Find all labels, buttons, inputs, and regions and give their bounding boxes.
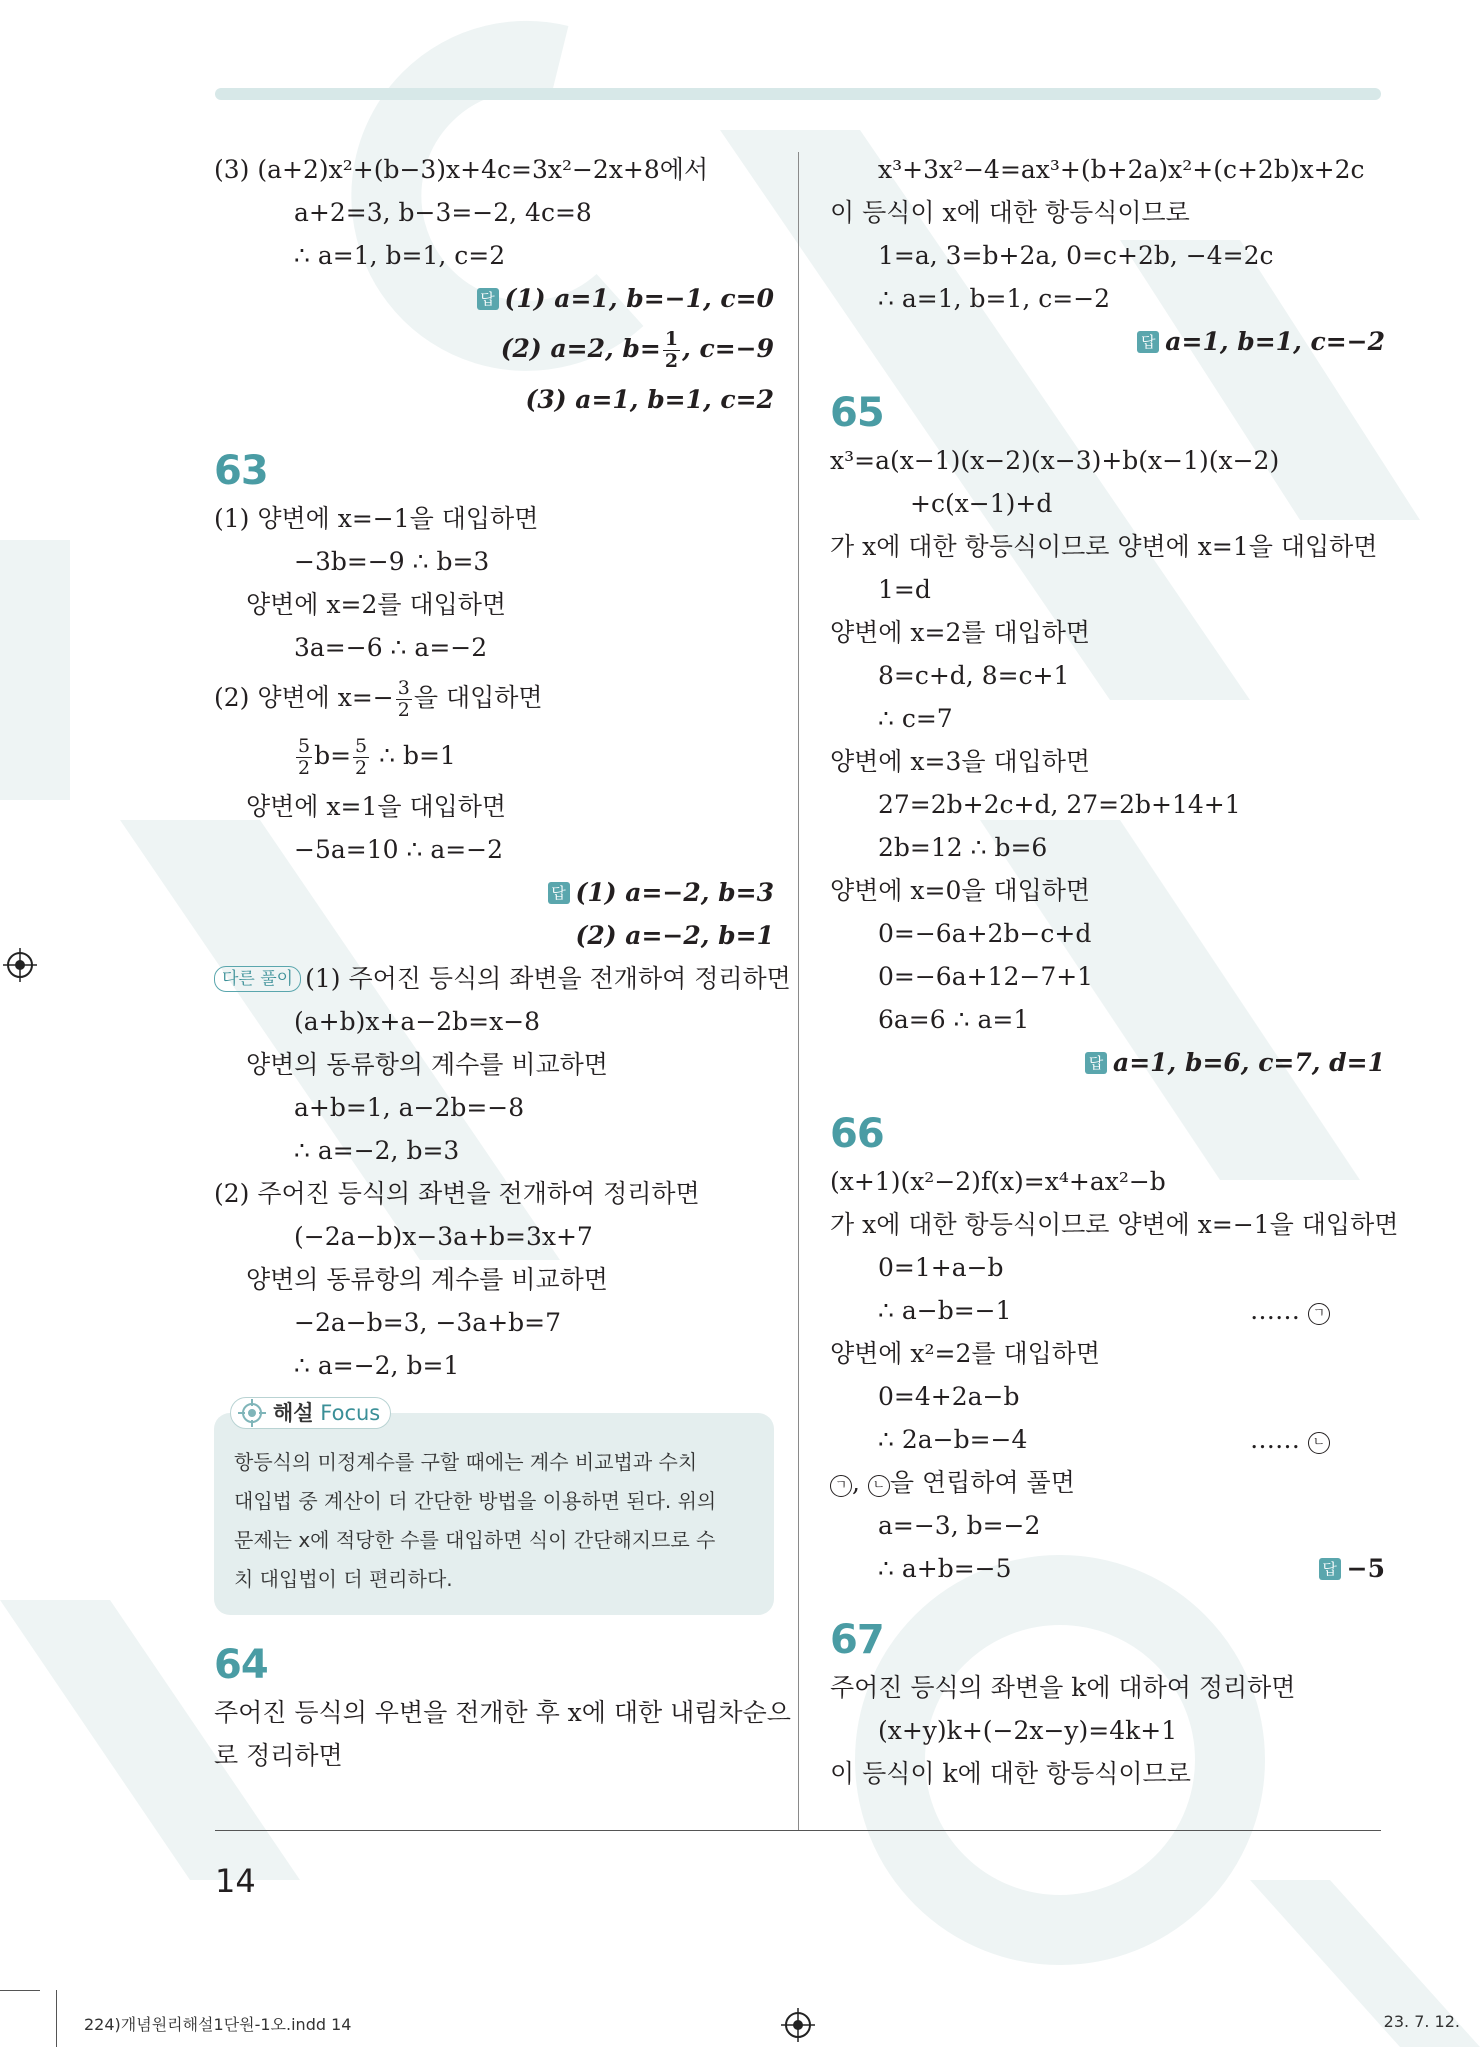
ellipsis: ……: [1250, 1296, 1300, 1325]
top-decorative-bar: [215, 88, 1381, 100]
text-line: [830, 1709, 1385, 1752]
line-text: ∴ a−b=−1: [878, 1296, 1012, 1325]
text-line: [830, 1246, 1385, 1289]
fraction: [296, 736, 312, 779]
text-line: [830, 191, 1385, 234]
line-text: 0=1+a−b: [878, 1253, 1004, 1282]
fraction-denominator: 2: [664, 350, 679, 372]
text-line: [214, 1000, 774, 1043]
fraction: [663, 329, 680, 372]
line-text: (x+y)k+(−2x−y)=4k+1: [878, 1716, 1178, 1745]
line-text: (x+1)(x²−2)f(x)=x⁴+ax²−b: [830, 1167, 1166, 1196]
line-text: 양변에 x=2를 대입하면: [246, 590, 507, 619]
line-text: (1) a=1, b=−1, c=0: [504, 284, 774, 313]
text-line: [214, 626, 774, 669]
line-text: (3) a=1, b=1, c=2: [525, 385, 774, 414]
text-line: [830, 1461, 1385, 1504]
text-line: [214, 1258, 774, 1301]
text-line: [830, 1752, 1385, 1795]
line-text: +c(x−1)+d: [910, 489, 1053, 518]
separator: ,: [852, 1468, 868, 1497]
line-text: ∴ a+b=−5: [878, 1554, 1012, 1583]
ellipsis: ……: [1250, 1425, 1300, 1454]
line-text: 27=2b+2c+d, 27=2b+14+1: [878, 790, 1241, 819]
text-line: [830, 1203, 1399, 1246]
text-line: [830, 482, 1385, 525]
page-number: 14: [215, 1862, 256, 1900]
line-text: −3b=−9 ∴ b=3: [294, 547, 490, 576]
line-text: −2a−b=3, −3a+b=7: [294, 1308, 562, 1337]
circled-marker: ㄴ: [868, 1475, 890, 1497]
line-text: (1) 양변에 x=−1을 대입하면: [214, 504, 539, 533]
line-text: ∴ a=1, b=1, c=−2: [878, 284, 1111, 313]
text-line: [830, 826, 1385, 869]
text-line: [830, 234, 1385, 277]
line-text: ∴ a=−2, b=3: [294, 1136, 460, 1165]
line-text: (2) 양변에 x=−: [214, 683, 394, 712]
line-text: a=1, b=6, c=7, d=1: [1113, 1048, 1385, 1077]
line-text: 이 등식이 k에 대한 항등식이므로: [830, 1759, 1191, 1788]
text-line: [830, 1504, 1385, 1547]
line-text: 1=a, 3=b+2a, 0=c+2b, −4=2c: [878, 241, 1274, 270]
text-line: [214, 957, 791, 1000]
line-text: 0=−6a+2b−c+d: [878, 919, 1092, 948]
text-line: [214, 828, 774, 871]
left-column: [214, 148, 791, 1777]
text-line: [830, 955, 1385, 998]
line-text: (2) 주어진 등식의 좌변을 전개하여 정리하면: [214, 1179, 700, 1208]
line-text: 3a=−6 ∴ a=−2: [294, 633, 488, 662]
footer-date: 23. 7. 12.: [1383, 2012, 1460, 2031]
text-line: [830, 568, 1385, 611]
focus-line: 치 대입법이 더 편리하다.: [234, 1567, 453, 1591]
circled-marker: ㄱ: [1308, 1303, 1330, 1325]
text-line: [830, 697, 1385, 740]
text-line: [830, 869, 1385, 912]
problem-number: 65: [830, 390, 884, 436]
line-text: 을 연립하여 풀면: [889, 1468, 1075, 1497]
target-icon: [237, 1398, 267, 1428]
answer-line: [830, 320, 1385, 363]
line-text: 양변의 동류항의 계수를 비교하면: [246, 1265, 608, 1294]
bottom-rule: [215, 1830, 1381, 1831]
text-line: [830, 654, 1385, 697]
answer-line: [214, 914, 774, 957]
line-text: 양변에 x=0을 대입하면: [830, 876, 1091, 905]
line-text: ∴ 2a−b=−4: [878, 1425, 1028, 1454]
answer-line: [214, 277, 774, 320]
line-text: (a+b)x+a−2b=x−8: [294, 1007, 541, 1036]
text-line: [830, 912, 1385, 955]
line-text: (3) (a+2)x²+(b−3)x+4c=3x²−2x+8에서: [214, 155, 709, 184]
line-text: x³=a(x−1)(x−2)(x−3)+b(x−1)(x−2): [830, 446, 1280, 475]
fraction-denominator: 2: [355, 757, 368, 779]
equation-label: [1250, 1289, 1330, 1332]
text-line: [214, 191, 774, 234]
line-text: 2b=12 ∴ b=6: [878, 833, 1048, 862]
line-text: 0=4+2a−b: [878, 1382, 1020, 1411]
line-text: 주어진 등식의 좌변을 k에 대하여 정리하면: [830, 1673, 1296, 1702]
crop-mark: [56, 1990, 57, 2047]
focus-line: 항등식의 미정계수를 구할 때에는 계수 비교법과 수치: [234, 1450, 698, 1474]
focus-box: [214, 1413, 774, 1615]
problem-number: 66: [830, 1111, 884, 1157]
fraction-denominator: 2: [397, 699, 410, 721]
column-divider: [798, 152, 799, 1830]
answer-line: [214, 320, 774, 378]
text-line: [214, 1691, 791, 1734]
line-text: 0=−6a+12−7+1: [878, 962, 1094, 991]
problem-number: 64: [214, 1642, 268, 1688]
line-text: ∴ c=7: [878, 704, 953, 733]
fraction: [396, 678, 412, 721]
line-text: 을 대입하면: [413, 683, 543, 712]
text-line: [830, 439, 1385, 482]
focus-title-ko: 해설: [273, 1401, 314, 1425]
text-line: [214, 1215, 774, 1258]
answer-line: [214, 378, 774, 421]
fraction-numerator: 5: [298, 735, 311, 757]
alt-solution-tag: 다른 풀이: [214, 966, 301, 992]
line-text: (1) a=−2, b=3: [575, 878, 774, 907]
circled-marker: ㄱ: [830, 1475, 852, 1497]
line-text: 가 x에 대한 항등식이므로 양변에 x=1을 대입하면: [830, 532, 1378, 561]
text-line: [214, 1043, 774, 1086]
problem-number: 63: [214, 448, 268, 494]
text-line: [214, 1172, 774, 1215]
fraction: [353, 736, 369, 779]
equation-label: [1250, 1418, 1330, 1461]
crop-mark: [0, 1990, 40, 1991]
footer-filename: 224)개념원리해설1단원-1오.indd 14: [84, 2015, 352, 2034]
line-text: 양변에 x=2를 대입하면: [830, 618, 1091, 647]
focus-line: 대입법 중 계산이 더 간단한 방법을 이용하면 된다. 위의: [234, 1489, 717, 1513]
answer-mark: 답: [477, 288, 499, 310]
text-line: [214, 1734, 774, 1777]
line-text: , c=−9: [682, 334, 774, 363]
right-column: [830, 148, 1399, 1795]
text-line: [830, 1289, 1385, 1332]
line-text: 주어진 등식의 우변을 전개한 후 x에 대한 내림차순으: [214, 1698, 791, 1727]
text-line: [830, 277, 1385, 320]
text-line: [830, 1418, 1385, 1461]
text-line: [214, 540, 774, 583]
text-line: [830, 611, 1385, 654]
text-line: [214, 1129, 774, 1172]
circled-marker: ㄴ: [1308, 1432, 1330, 1454]
text-line: [214, 497, 774, 540]
focus-pill: [230, 1397, 391, 1429]
answer-line: [830, 1041, 1385, 1084]
line-text: 6a=6 ∴ a=1: [878, 1005, 1030, 1034]
line-text: a=−3, b=−2: [878, 1511, 1041, 1540]
line-text: (1) 주어진 등식의 좌변을 전개하여 정리하면: [305, 964, 791, 993]
registration-mark-icon: [3, 948, 37, 982]
text-line: [214, 1086, 774, 1129]
text-line: [830, 148, 1385, 191]
text-line: [830, 1666, 1385, 1709]
line-text: 양변에 x²=2를 대입하면: [830, 1339, 1101, 1368]
answer-mark: 답: [1085, 1052, 1107, 1074]
text-line: [830, 525, 1385, 568]
line-text: b=: [314, 741, 352, 770]
answer-value: −5: [1346, 1554, 1385, 1583]
text-line: [214, 785, 774, 828]
text-line: [830, 1332, 1385, 1375]
line-text: (2) a=2, b=: [500, 334, 661, 363]
text-line: [830, 783, 1385, 826]
line-text: a+b=1, a−2b=−8: [294, 1093, 525, 1122]
focus-line: 문제는 x에 적당한 수를 대입하면 식이 간단해지므로 수: [234, 1528, 716, 1552]
text-line: [830, 1547, 1385, 1590]
line-text: 양변에 x=3을 대입하면: [830, 747, 1091, 776]
line-text: 양변에 x=1을 대입하면: [246, 792, 507, 821]
line-text: 8=c+d, 8=c+1: [878, 661, 1070, 690]
text-line: [830, 740, 1385, 783]
answer-mark: 답: [1137, 331, 1159, 353]
fraction-numerator: 3: [397, 677, 410, 699]
text-line: [830, 1160, 1385, 1203]
text-line: [214, 1344, 774, 1387]
answer-mark: 답: [548, 882, 570, 904]
text-line: [214, 583, 774, 626]
text-line: [214, 727, 774, 785]
line-text: (−2a−b)x−3a+b=3x+7: [294, 1222, 593, 1251]
line-text: 1=d: [878, 575, 931, 604]
line-text: (2) a=−2, b=1: [575, 921, 774, 950]
line-text: a+2=3, b−3=−2, 4c=8: [294, 198, 592, 227]
registration-mark-icon: [781, 2008, 815, 2042]
line-text: x³+3x²−4=ax³+(b+2a)x²+(c+2b)x+2c: [878, 155, 1365, 184]
text-line: [830, 998, 1385, 1041]
text-line: [830, 1375, 1385, 1418]
line-text: 가 x에 대한 항등식이므로 양변에 x=−1을 대입하면: [830, 1210, 1399, 1239]
line-text: ∴ a=1, b=1, c=2: [294, 241, 506, 270]
text-line: [214, 669, 774, 727]
problem-number: 67: [830, 1617, 884, 1663]
text-line: [214, 148, 774, 191]
fraction-denominator: 2: [298, 757, 311, 779]
answer-line: [214, 871, 774, 914]
fraction-numerator: 1: [664, 328, 679, 350]
line-text: 로 정리하면: [214, 1741, 343, 1770]
line-text: 이 등식이 x에 대한 항등식이므로: [830, 198, 1190, 227]
line-text: ∴ a=−2, b=1: [294, 1351, 460, 1380]
focus-header: [214, 1393, 774, 1433]
line-text: a=1, b=1, c=−2: [1165, 327, 1385, 356]
answer-inline: [1319, 1547, 1385, 1590]
focus-title-en: Focus: [320, 1401, 381, 1425]
line-text: ∴ b=1: [371, 741, 456, 770]
text-line: [214, 1301, 774, 1344]
answer-mark: 답: [1319, 1558, 1341, 1580]
text-line: [214, 234, 774, 277]
line-text: −5a=10 ∴ a=−2: [294, 835, 504, 864]
fraction-numerator: 5: [355, 735, 368, 757]
line-text: 양변의 동류항의 계수를 비교하면: [246, 1050, 608, 1079]
